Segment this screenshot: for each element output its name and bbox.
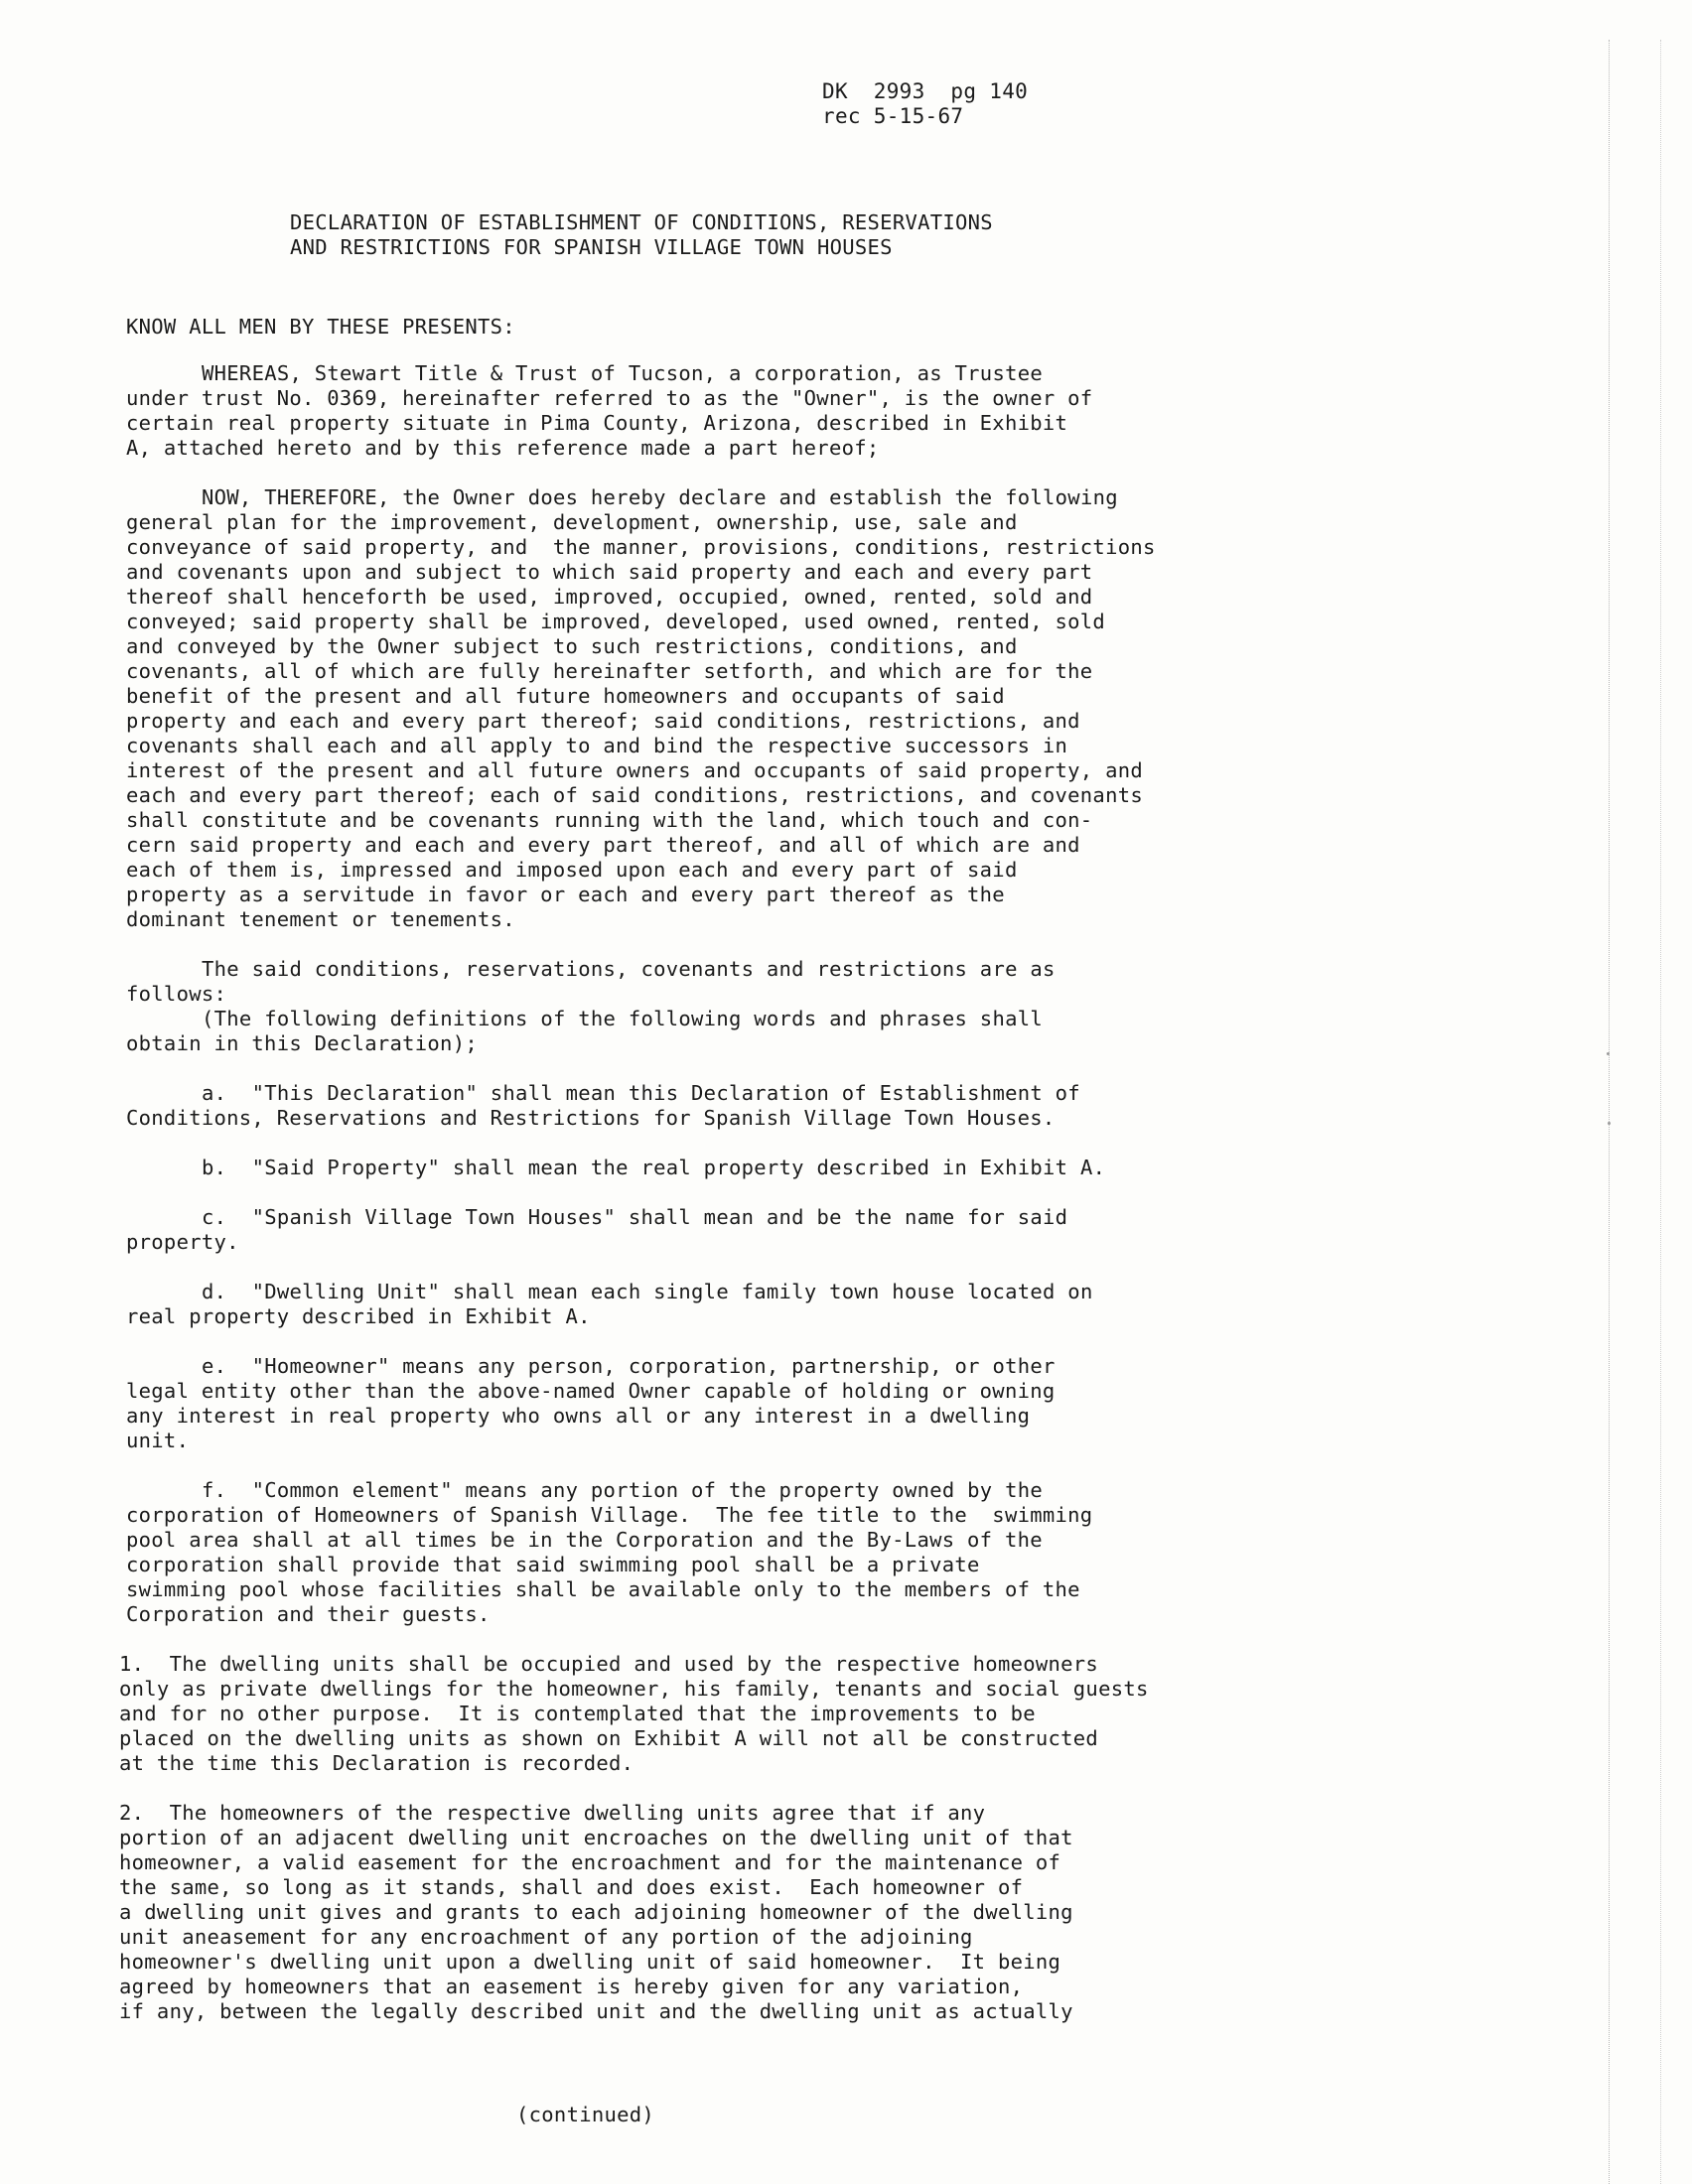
text-line: corporation of Homeowners of Spanish Village. The fee title to the swimming xyxy=(126,1503,1093,1527)
text-line: real property described in Exhibit A. xyxy=(126,1304,591,1328)
text-line: pool area shall at all times be in the Corporation and the By-Laws of the xyxy=(126,1528,1043,1552)
text-line: interest of the present and all future owners and occupants of said property, and xyxy=(126,758,1144,782)
text-line: Conditions, Reservations and Restrictions for Spanish Village Town Houses. xyxy=(126,1106,1056,1130)
text-line: thereof shall henceforth be used, improved, occupied, owned, rented, sold and xyxy=(126,585,1093,609)
text-line: dominant tenement or tenements. xyxy=(126,907,515,931)
text-line: unit. xyxy=(126,1429,190,1452)
text-line: NOW, THEREFORE, the Owner does hereby declare and establish the following xyxy=(202,485,1118,509)
text-line: homeowner, a valid easement for the encroachment and for the maintenance of xyxy=(119,1850,1061,1874)
text-line: agreed by homeowners that an easement is hereby given for any variation, xyxy=(119,1975,1024,1998)
document-title-line-2: AND RESTRICTIONS FOR SPANISH VILLAGE TOWN HOUSES xyxy=(290,235,893,259)
text-line: corporation shall provide that said swimming pool shall be a private xyxy=(126,1553,980,1576)
text-line: Corporation and their guests. xyxy=(126,1602,491,1626)
text-line: follows: xyxy=(126,982,227,1006)
text-line: e. "Homeowner" means any person, corporation, partnership, or other xyxy=(202,1354,1056,1378)
scan-speck xyxy=(1608,1122,1611,1125)
text-line: only as private dwellings for the homeowner, his family, tenants and social guests xyxy=(119,1677,1149,1701)
text-line: (The following definitions of the following words and phrases shall xyxy=(202,1007,1044,1030)
text-line: each of them is, impressed and imposed upon each and every part of said xyxy=(126,858,1018,882)
text-line: swimming pool whose facilities shall be available only to the members of the xyxy=(126,1577,1080,1601)
text-line: cern said property and each and every part thereof, and all of which are and xyxy=(126,833,1080,857)
text-line: d. "Dwelling Unit" shall mean each single family town house located on xyxy=(202,1280,1093,1303)
text-line: and covenants upon and subject to which said property and each and every part xyxy=(126,560,1093,584)
recorded-date: rec 5-15-67 xyxy=(822,104,964,128)
text-line: any interest in real property who owns all or any interest in a dwelling xyxy=(126,1404,1031,1428)
book-page-reference: DK 2993 pg 140 xyxy=(822,79,1029,103)
text-line: at the time this Declaration is recorded. xyxy=(119,1751,634,1775)
text-line: homeowner's dwelling unit upon a dwelling unit of said homeowner. It being xyxy=(119,1950,1061,1974)
text-line: general plan for the improvement, development, ownership, use, sale and xyxy=(126,510,1018,534)
text-line: a. "This Declaration" shall mean this Declaration of Establishment of xyxy=(202,1081,1080,1105)
scan-speck xyxy=(1607,1052,1610,1055)
document-title-line-1: DECLARATION OF ESTABLISHMENT OF CONDITIONS, RESERVATIONS xyxy=(290,210,993,234)
text-line: unit aneasement for any encroachment of any portion of the adjoining xyxy=(119,1925,973,1949)
text-line: under trust No. 0369, hereinafter referred to as the "Owner", is the owner of xyxy=(126,386,1093,410)
text-line: certain real property situate in Pima County, Arizona, described in Exhibit xyxy=(126,411,1068,435)
text-line: placed on the dwelling units as shown on Exhibit A will not all be constructed xyxy=(119,1726,1099,1750)
text-line: covenants, all of which are fully hereinafter setforth, and which are for the xyxy=(126,659,1093,683)
text-line: portion of an adjacent dwelling unit encroaches on the dwelling unit of that xyxy=(119,1826,1073,1849)
text-line: property as a servitude in favor or each and every part thereof as the xyxy=(126,883,1005,906)
scan-edge-line xyxy=(1660,40,1662,2184)
text-line: benefit of the present and all future homeowners and occupants of said xyxy=(126,684,1005,708)
text-line: property. xyxy=(126,1230,239,1254)
text-line: covenants shall each and all apply to and bind the respective successors in xyxy=(126,734,1068,757)
text-line: a dwelling unit gives and grants to each adjoining homeowner of the dwelling xyxy=(119,1900,1073,1924)
text-line: WHEREAS, Stewart Title & Trust of Tucson, a corporation, as Trustee xyxy=(202,361,1044,385)
continued-note: (continued) xyxy=(516,2103,655,2126)
text-line: property and each and every part thereof; said conditions, restrictions, and xyxy=(126,709,1080,733)
text-line: each and every part thereof; each of said conditions, restrictions, and covenants xyxy=(126,783,1144,807)
text-line: and for no other purpose. It is contemplated that the improvements to be xyxy=(119,1702,1036,1725)
salutation: KNOW ALL MEN BY THESE PRESENTS: xyxy=(126,315,515,339)
text-line: and conveyed by the Owner subject to such restrictions, conditions, and xyxy=(126,634,1018,658)
text-line: legal entity other than the above-named Owner capable of holding or owning xyxy=(126,1379,1056,1403)
text-line: conveyance of said property, and the manner, provisions, conditions, restrictions xyxy=(126,535,1156,559)
text-line: The said conditions, reservations, covenants and restrictions are as xyxy=(202,957,1056,981)
text-line: shall constitute and be covenants running with the land, which touch and con- xyxy=(126,808,1093,832)
text-line: conveyed; said property shall be improved, developed, used owned, rented, sold xyxy=(126,610,1106,633)
text-line: f. "Common element" means any portion of the property owned by the xyxy=(202,1478,1044,1502)
scan-edge-line xyxy=(1609,40,1611,2184)
text-line: A, attached hereto and by this reference made a part hereof; xyxy=(126,436,880,460)
text-line: c. "Spanish Village Town Houses" shall mean and be the name for said xyxy=(202,1205,1068,1229)
text-line: 1. The dwelling units shall be occupied and used by the respective homeowners xyxy=(119,1652,1099,1676)
text-line: b. "Said Property" shall mean the real property described in Exhibit A. xyxy=(202,1156,1106,1179)
text-line: obtain in this Declaration); xyxy=(126,1031,478,1055)
text-line: 2. The homeowners of the respective dwelling units agree that if any xyxy=(119,1801,986,1825)
text-line: if any, between the legally described unit and the dwelling unit as actually xyxy=(119,1999,1073,2023)
text-line: the same, so long as it stands, shall and does exist. Each homeowner of xyxy=(119,1875,1024,1899)
